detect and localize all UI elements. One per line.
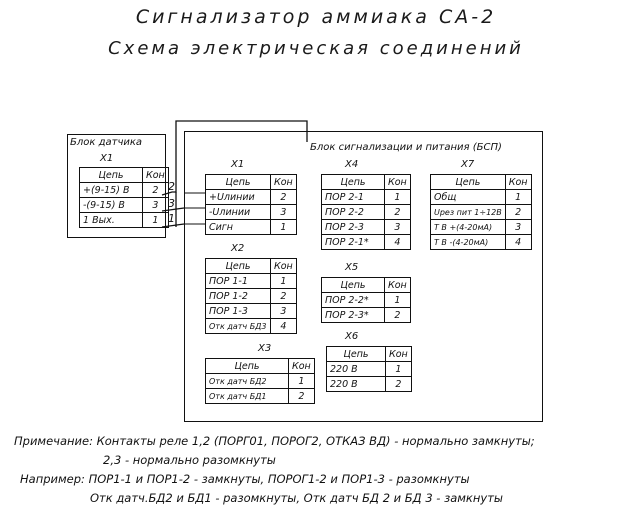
circuit: ПОР 2-3* bbox=[322, 308, 385, 323]
circuit: ПОР 2-3 bbox=[322, 220, 385, 235]
circuit: ПОР 2-2 bbox=[322, 205, 385, 220]
pin: 3 bbox=[143, 198, 169, 213]
diagram-subtitle: Схема электрическая соединений bbox=[108, 38, 524, 59]
bsp-x3-name: X3 bbox=[258, 343, 272, 354]
pin: 1 bbox=[289, 374, 315, 389]
pin: 4 bbox=[385, 235, 411, 250]
pin: 3 bbox=[271, 205, 297, 220]
bsp-x4-table bbox=[321, 174, 411, 250]
col-pin: Кон bbox=[143, 168, 169, 183]
bsp-x5-name: X5 bbox=[345, 262, 359, 273]
circuit: +(9-15) В bbox=[80, 183, 143, 198]
bsp-x7-table bbox=[430, 174, 532, 250]
circuit: Uрез пит 1÷12В bbox=[431, 205, 506, 220]
col-circuit: Цепь bbox=[206, 259, 271, 274]
pin: 2 bbox=[385, 205, 411, 220]
pin: 2 bbox=[143, 183, 169, 198]
pin: 1 bbox=[505, 190, 531, 205]
bsp-x7-name: X7 bbox=[461, 159, 475, 170]
bsp-x1-name: X1 bbox=[231, 159, 245, 170]
circuit: 1 Вых. bbox=[80, 213, 143, 228]
col-pin: Кон bbox=[386, 347, 412, 362]
pin: 2 bbox=[271, 289, 297, 304]
note-line-3: Например: ПОР1-1 и ПОР1-2 - замкнуты, ПОРОГ1-2 и ПОР1-3 - разомкнуты bbox=[20, 472, 470, 486]
wire-label: 1 bbox=[168, 212, 175, 225]
bsp-x2-name: X2 bbox=[231, 243, 245, 254]
circuit: Отк датч БД3 bbox=[206, 319, 271, 334]
pin: 1 bbox=[385, 293, 411, 308]
pin: 1 bbox=[386, 362, 412, 377]
col-pin: Кон bbox=[289, 359, 315, 374]
circuit: Отк датч БД1 bbox=[206, 389, 289, 404]
circuit: ПОР 1-2 bbox=[206, 289, 271, 304]
pin: 1 bbox=[143, 213, 169, 228]
circuit: 220 В bbox=[327, 377, 386, 392]
circuit: ПОР 1-1 bbox=[206, 274, 271, 289]
sensor-block-label: Блок датчика bbox=[70, 137, 143, 148]
bsp-x2-table bbox=[205, 258, 297, 334]
bsp-x6-name: X6 bbox=[345, 331, 359, 342]
bsp-x5-table bbox=[321, 277, 411, 323]
pin: 4 bbox=[271, 319, 297, 334]
wire-label: 2 bbox=[168, 180, 175, 193]
pin: 3 bbox=[505, 220, 531, 235]
bsp-x6-table bbox=[326, 346, 412, 392]
note-line-2: 2,3 - нормально разомкнуты bbox=[103, 453, 276, 467]
col-pin: Кон bbox=[385, 175, 411, 190]
sensor-x1-table bbox=[79, 167, 169, 228]
note-line-1: Примечание: Контакты реле 1,2 (ПОРГ01, ПОРОГ2, ОТКАЗ ВД) - нормально замкнуты; bbox=[14, 434, 535, 448]
circuit: Т В +(4-20мА) bbox=[431, 220, 506, 235]
pin: 2 bbox=[385, 308, 411, 323]
circuit: -Uлинии bbox=[206, 205, 271, 220]
pin: 2 bbox=[505, 205, 531, 220]
circuit: ПОР 2-1* bbox=[322, 235, 385, 250]
pin: 3 bbox=[385, 220, 411, 235]
col-circuit: Цепь bbox=[322, 175, 385, 190]
col-pin: Кон bbox=[505, 175, 531, 190]
col-circuit: Цепь bbox=[322, 278, 385, 293]
col-circuit: Цепь bbox=[327, 347, 386, 362]
col-pin: Кон bbox=[271, 259, 297, 274]
pin: 1 bbox=[271, 220, 297, 235]
bsp-x4-name: X4 bbox=[345, 159, 359, 170]
col-pin: Кон bbox=[385, 278, 411, 293]
pin: 4 bbox=[505, 235, 531, 250]
pin: 2 bbox=[386, 377, 412, 392]
bsp-x1-table bbox=[205, 174, 297, 235]
col-circuit: Цепь bbox=[206, 359, 289, 374]
pin: 3 bbox=[271, 304, 297, 319]
circuit: Общ bbox=[431, 190, 506, 205]
pin: 1 bbox=[385, 190, 411, 205]
diagram-title: Сигнализатор аммиака СА-2 bbox=[135, 6, 497, 28]
wire-label: 3 bbox=[168, 197, 175, 210]
col-circuit: Цепь bbox=[206, 175, 271, 190]
circuit: Т В -(4-20мА) bbox=[431, 235, 506, 250]
circuit: -(9-15) В bbox=[80, 198, 143, 213]
circuit: Отк датч БД2 bbox=[206, 374, 289, 389]
col-circuit: Цепь bbox=[431, 175, 506, 190]
pin: 2 bbox=[289, 389, 315, 404]
circuit: ПОР 1-3 bbox=[206, 304, 271, 319]
pin: 2 bbox=[271, 190, 297, 205]
circuit: ПОР 2-2* bbox=[322, 293, 385, 308]
circuit: 220 В bbox=[327, 362, 386, 377]
circuit: ПОР 2-1 bbox=[322, 190, 385, 205]
circuit: +Uлинии bbox=[206, 190, 271, 205]
pin: 1 bbox=[271, 274, 297, 289]
note-line-4: Отк датч.БД2 и БД1 - разомкнуты, Отк датч БД 2 и БД 3 - замкнуты bbox=[90, 491, 503, 505]
sensor-x1-name: X1 bbox=[100, 153, 114, 164]
circuit: Сигн bbox=[206, 220, 271, 235]
bsp-x3-table bbox=[205, 358, 315, 404]
bsp-block-label: Блок сигнализации и питания (БСП) bbox=[310, 142, 502, 153]
col-pin: Кон bbox=[271, 175, 297, 190]
col-circuit: Цепь bbox=[80, 168, 143, 183]
